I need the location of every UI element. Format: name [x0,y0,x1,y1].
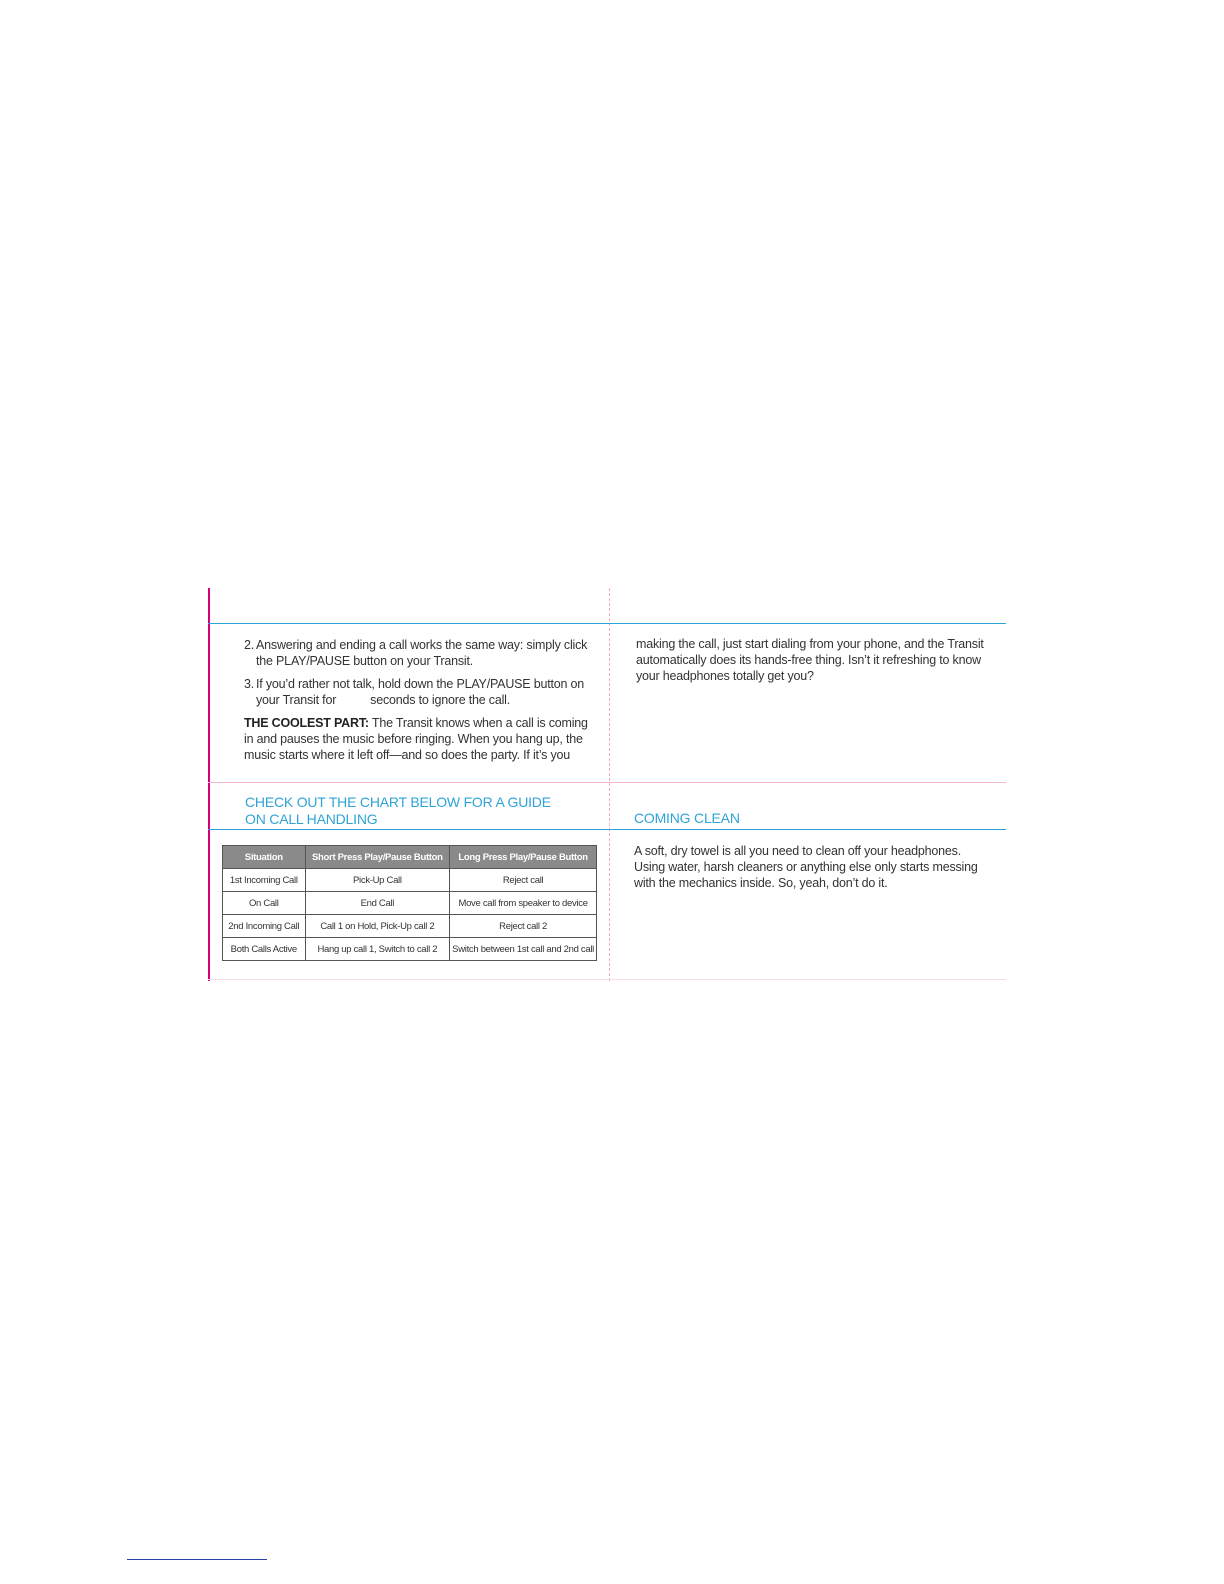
table-cell: Call 1 on Hold, Pick-Up call 2 [305,915,450,938]
list-item-3 [244,676,604,708]
table-cell: On Call [223,892,306,915]
list-text: Answering and ending a call works the same way: simply click the PLAY/PAUSE button on your Transit. [256,638,588,668]
coolest-part-paragraph [244,715,599,763]
list-number: 2. [244,638,255,652]
column-header-situation: Situation [223,846,306,869]
list-text [244,676,604,708]
table-cell: 1st Incoming Call [223,869,306,892]
table-cell: End Call [305,892,450,915]
coolest-part-text: The Transit knows when a call is coming in and pauses the music before ringing. When you hang up, the music starts where it left off—and so does the party. If it’s you [244,716,588,762]
call-handling-table [222,845,597,961]
footnote-separator [127,1559,267,1560]
middle-pink-rule [208,782,1006,783]
column-header-short-press: Short Press Play/Pause Button [305,846,450,869]
table-cell: Move call from speaker to device [450,892,597,915]
table-row [223,869,597,892]
list-text-before-gap: If you’d rather not talk, hold down the PLAY/PAUSE button on your Transit for [256,677,585,707]
table-row [223,938,597,961]
table-cell: 2nd Incoming Call [223,915,306,938]
continuation-paragraph: making the call, just start dialing from your phone, and the Transit automatically does its hands-free thing. Isn’t it refreshing to know your headphones totally get you? [636,637,984,683]
table-row [223,892,597,915]
column-divider [609,588,610,981]
chart-heading-line2: ON CALL HANDLING [245,811,378,827]
coolest-part-label: THE COOLEST PART: [244,716,369,730]
section-blue-rule [208,829,1006,830]
table-cell: Switch between 1st call and 2nd call [450,938,597,961]
chart-heading [245,794,595,828]
table-cell: Both Calls Active [223,938,306,961]
list-item-2 [244,637,604,669]
coming-clean-paragraph: A soft, dry towel is all you need to clean off your headphones. Using water, harsh cleaners or anything else only starts messing with the mechanics inside. So, yeah, don’t do it. [634,844,978,890]
list-text-after-gap: seconds to ignore the call. [370,693,510,707]
table-cell: Pick-Up Call [305,869,450,892]
chart-heading-line1: CHECK OUT THE CHART BELOW FOR A GUIDE [245,794,551,810]
table-header-row [223,846,597,869]
table-row [223,915,597,938]
table-cell: Reject call [450,869,597,892]
table-cell: Reject call 2 [450,915,597,938]
table-cell: Hang up call 1, Switch to call 2 [305,938,450,961]
left-margin-line [208,588,210,981]
top-blue-rule [208,623,1006,624]
list-number: 3. [244,677,255,691]
bottom-pink-rule [208,979,1006,980]
column-header-long-press: Long Press Play/Pause Button [450,846,597,869]
coming-clean-heading: COMING CLEAN [634,810,740,826]
